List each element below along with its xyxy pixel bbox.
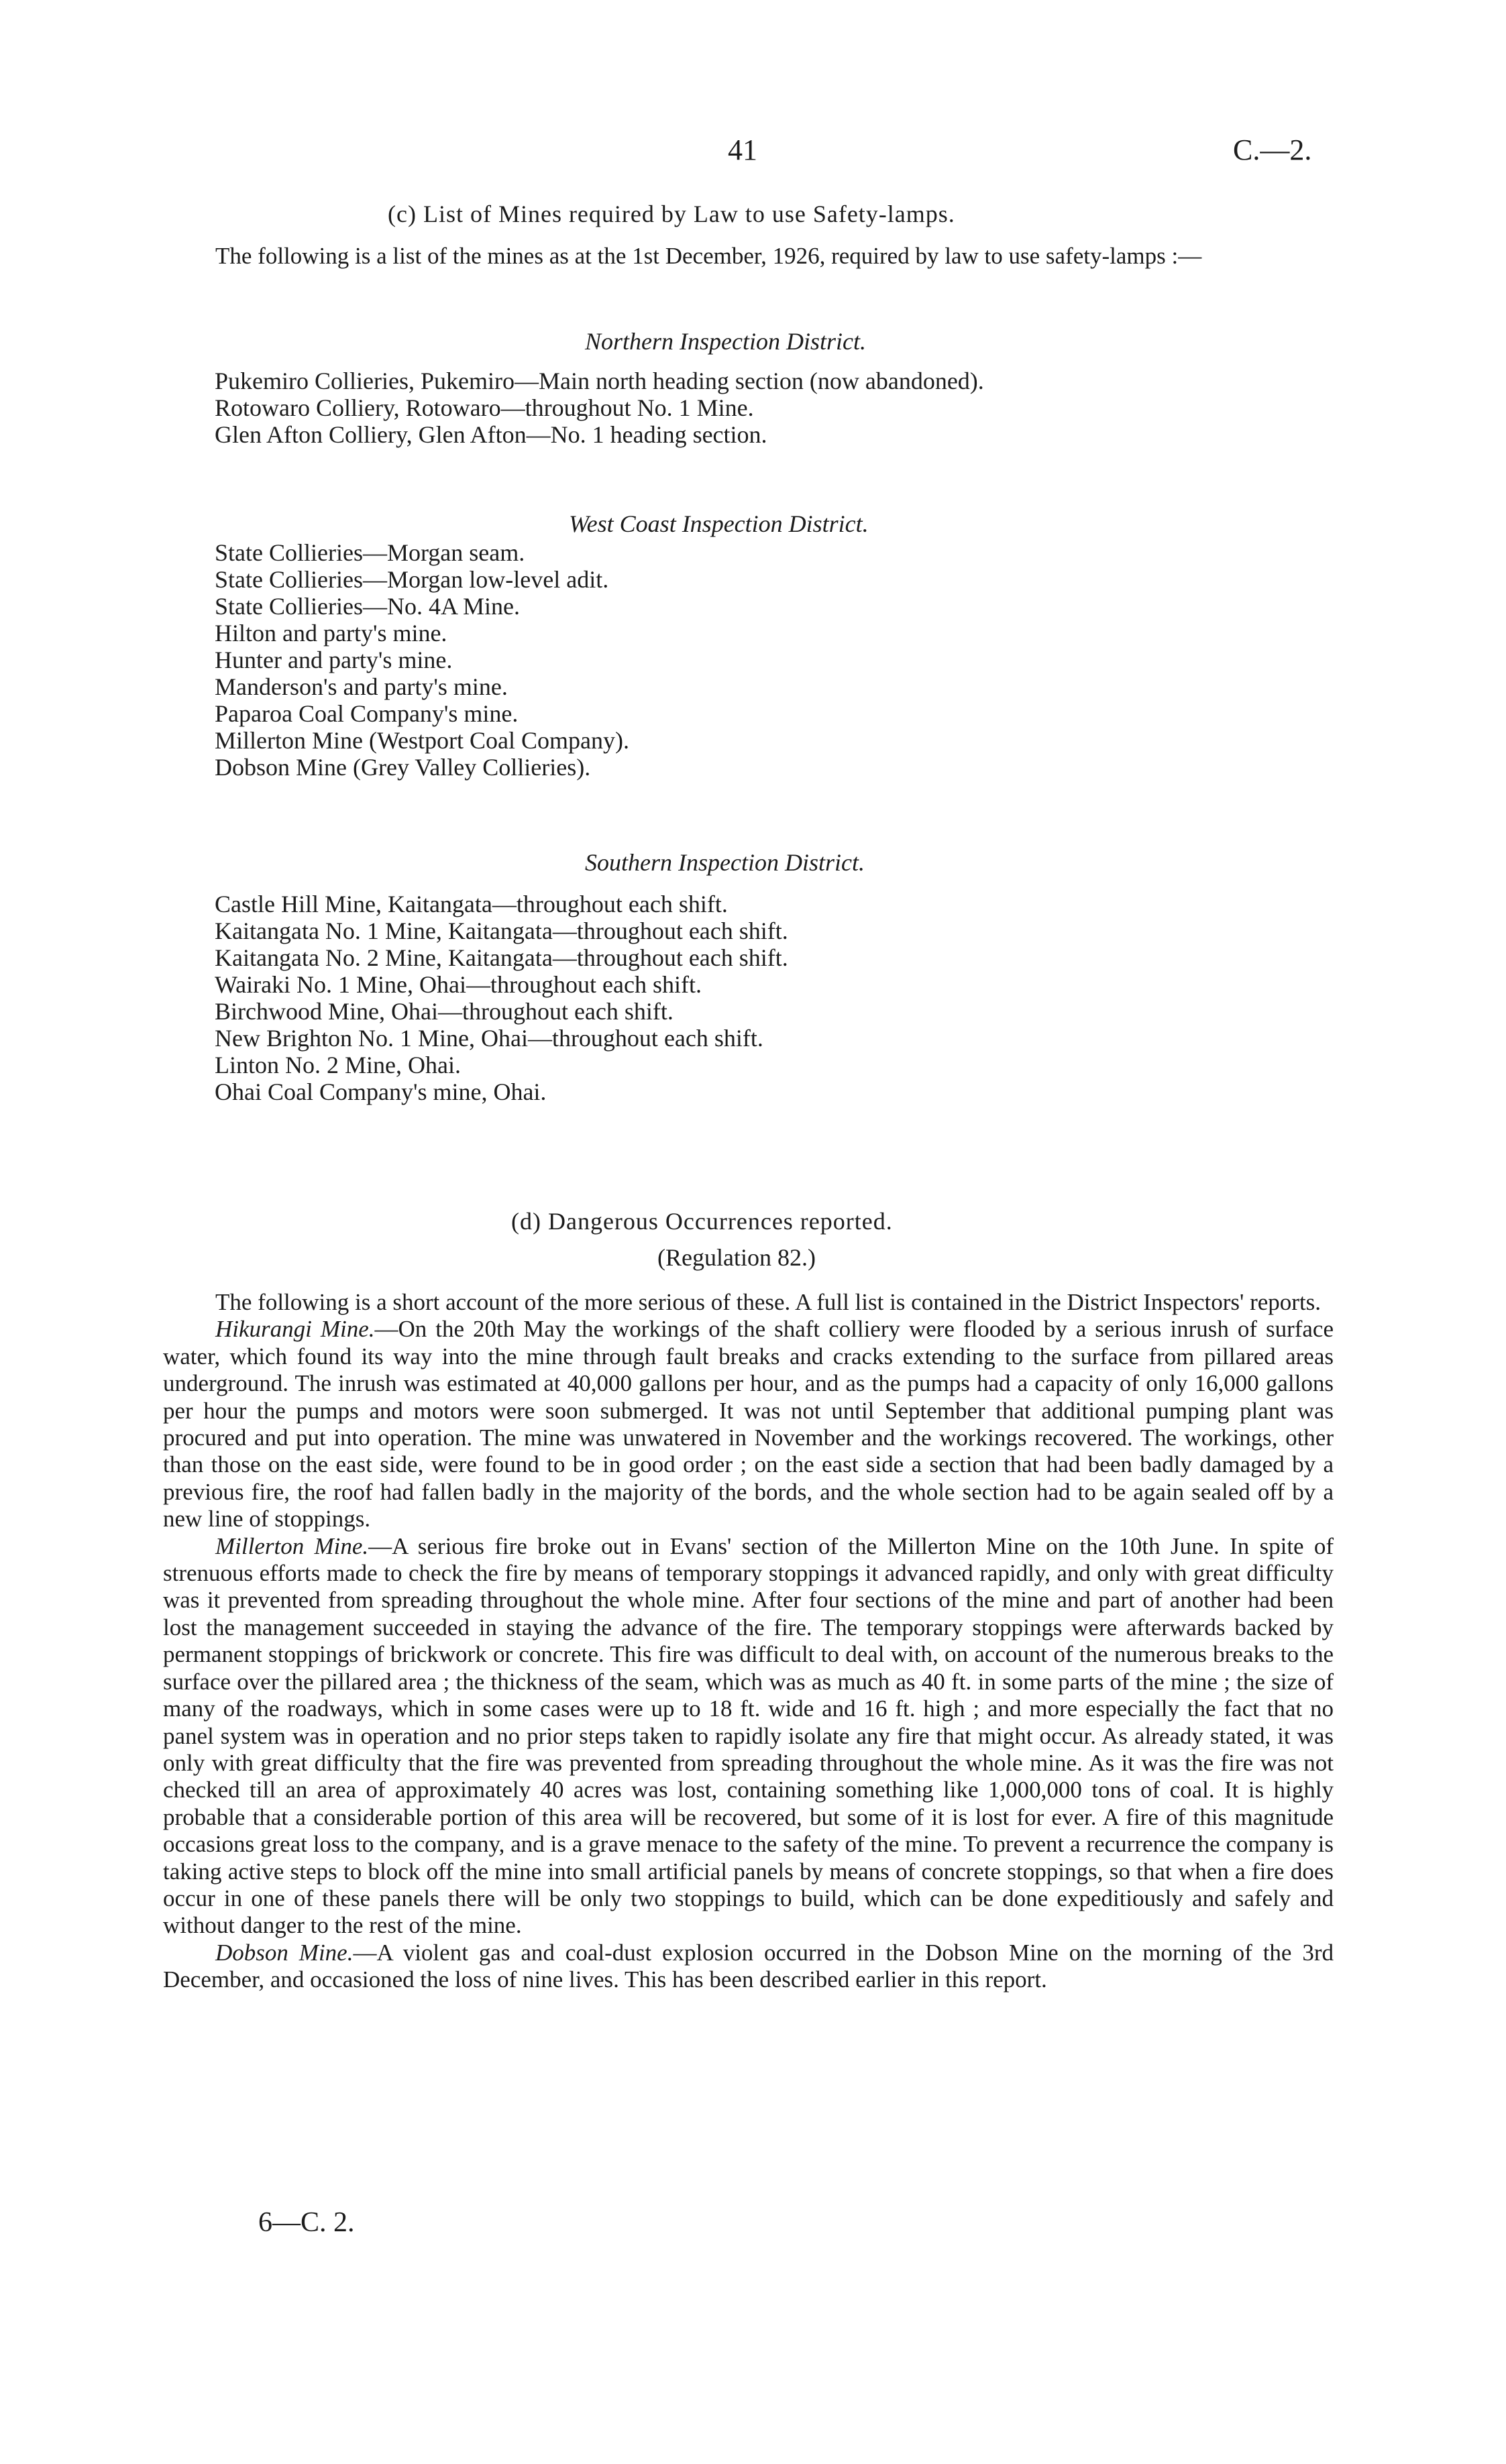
southern-district-heading: Southern Inspection District. bbox=[585, 849, 865, 876]
paragraph-text: —A violent gas and coal-dust explosion occurred in the Dobson Mine on the morning of the 3rd December, and occasioned the loss of nine lives. This has been described earlier in this report. bbox=[163, 1939, 1334, 1993]
paragraph-text: —On the 20th May the workings of the shaft colliery were flooded by a serious inrush of surface water, which found its way into the mine through fault breaks and cracks extending to the surface from pillared areas underground. The inrush was estimated at 40,000 gallons per hour, and as the pumps had a capacity of only 16,000 gallons per hour the pumps and motors were soon submerged. It was not until September that additional pumping plant was procured and put into operation. The mine was unwatered in November and the workings recovered. The workings, other than those on the east side, were found to be in good order ; on the east side a section that had been badly damaged by a previous fire, the roof had fallen badly in the majority of the bords, and the whole section had to be again sealed off by a new line of stoppings. bbox=[163, 1316, 1334, 1532]
list-item: Manderson's and party's mine. bbox=[215, 673, 508, 700]
list-item: Wairaki No. 1 Mine, Ohai—throughout each shift. bbox=[215, 971, 702, 998]
paragraph-text: —A serious fire broke out in Evans' section of the Millerton Mine on the 10th June. In spite of strenuous efforts made to check the fire by means of temporary stoppings it advanced rapidly, and only with great difficulty was it prevented from spreading throughout the whole mine. After four sections of the mine and part of another had been lost the management succeeded in staying the advance of the fire. The temporary stoppings were afterwards backed by permanent stoppings of brickwork or concrete. This fire was difficult to deal with, on account of the numerous breaks to the surface over the pillared area ; the thickness of the seam, which was as much as 40 ft. in some parts of the mine ; the size of many of the roadways, which in some cases were up to 18 ft. wide and 16 ft. high ; and more especially the fact that no panel system was in operation and no prior steps taken to rapidly isolate any fire that might occur. As already stated, it was only with great difficulty that the fire was prevented from spreading throughout the whole mine. As it was the fire was not checked till an area of approximately 40 acres was lost, containing something like 1,000,000 tons of coal. It is highly probable that a considerable portion of this area will be recovered, but some of it is lost for ever. A fire of this magnitude occasions great loss to the company, and is a grave menace to the safety of the mine. To prevent a recurrence the company is taking active steps to block off the mine into small artificial panels by means of concrete stoppings, so that when a fire does occur in one of these panels there will be only two stoppings to build, which can be done expeditiously and safely and without danger to the rest of the mine. bbox=[163, 1532, 1334, 1939]
list-item: Kaitangata No. 1 Mine, Kaitangata—throughout each shift. bbox=[215, 917, 788, 944]
page-number: 41 bbox=[728, 133, 757, 166]
list-item: Linton No. 2 Mine, Ohai. bbox=[215, 1052, 461, 1078]
northern-district-list bbox=[215, 368, 984, 448]
paragraph-hikurangi bbox=[163, 1316, 1334, 1532]
regulation-reference: (Regulation 82.) bbox=[657, 1244, 816, 1271]
list-item: Ohai Coal Company's mine, Ohai. bbox=[215, 1078, 547, 1105]
paragraph-millerton bbox=[163, 1533, 1334, 1940]
list-item: Castle Hill Mine, Kaitangata—throughout each shift. bbox=[215, 891, 728, 917]
section-d-title: (d) Dangerous Occurrences reported. bbox=[511, 1208, 893, 1235]
list-item: Hunter and party's mine. bbox=[215, 647, 453, 673]
section-d-body bbox=[163, 1289, 1334, 1994]
section-c-intro-text: The following is a list of the mines as at the 1st December, 1926, required by law to use safety-lamps :— bbox=[215, 243, 1202, 269]
printer-signature: 6—C. 2. bbox=[258, 2207, 355, 2238]
list-item: Paparoa Coal Company's mine. bbox=[215, 700, 519, 727]
southern-district-list bbox=[215, 891, 788, 1105]
list-item: State Collieries—No. 4A Mine. bbox=[215, 593, 520, 620]
list-item: State Collieries—Morgan low-level adit. bbox=[215, 566, 609, 593]
west-coast-district-list bbox=[215, 539, 629, 781]
section-d-intro: The following is a short account of the more serious of these. A full list is contained in the District Inspectors' reports. bbox=[215, 1289, 1322, 1315]
paragraph-heading: Millerton Mine. bbox=[215, 1532, 369, 1559]
paragraph-heading: Dobson Mine. bbox=[215, 1939, 354, 1966]
list-item: Hilton and party's mine. bbox=[215, 620, 447, 647]
list-item: New Brighton No. 1 Mine, Ohai—throughout each shift. bbox=[215, 1025, 763, 1052]
northern-district-heading: Northern Inspection District. bbox=[585, 328, 866, 355]
document-reference: C.—2. bbox=[1233, 133, 1312, 166]
list-item: Millerton Mine (Westport Coal Company). bbox=[215, 727, 630, 754]
section-c-intro bbox=[163, 243, 1334, 270]
list-item: Birchwood Mine, Ohai—throughout each shift. bbox=[215, 998, 674, 1025]
list-item: Kaitangata No. 2 Mine, Kaitangata—throughout each shift. bbox=[215, 944, 788, 971]
list-item: Pukemiro Collieries, Pukemiro—Main north heading section (now abandoned). bbox=[215, 368, 984, 394]
section-c-title: (c) List of Mines required by Law to use Safety-lamps. bbox=[388, 201, 955, 227]
west-coast-district-heading: West Coast Inspection District. bbox=[569, 510, 869, 537]
list-item: Dobson Mine (Grey Valley Collieries). bbox=[215, 754, 591, 781]
list-item: Rotowaro Colliery, Rotowaro—throughout No. 1 Mine. bbox=[215, 394, 754, 421]
paragraph-dobson bbox=[163, 1940, 1334, 1994]
paragraph-heading: Hikurangi Mine. bbox=[215, 1316, 375, 1343]
list-item: Glen Afton Colliery, Glen Afton—No. 1 heading section. bbox=[215, 421, 767, 448]
list-item: State Collieries—Morgan seam. bbox=[215, 539, 525, 566]
